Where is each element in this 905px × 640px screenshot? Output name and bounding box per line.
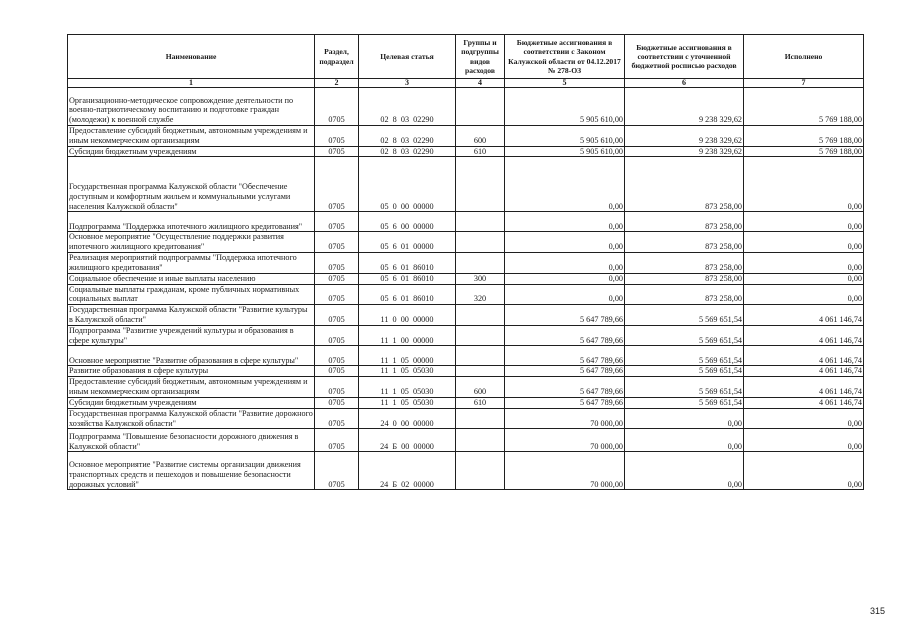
row-refined-amount: 0,00 [625, 429, 744, 452]
table-row [68, 232, 864, 253]
column-number: 4 [456, 79, 505, 88]
table-row [68, 126, 864, 147]
row-group [456, 452, 505, 490]
header-target: Целевая статья [359, 35, 456, 79]
header-law: Бюджетные ассигнования в соответствии с Законом Калужской области от 04.12.2017 № 278-ОЗ [505, 35, 625, 79]
row-target-code: 24 Б 02 00000 [359, 452, 456, 490]
table-row [68, 157, 864, 212]
row-refined-amount: 9 238 329,62 [625, 88, 744, 126]
row-law-amount: 5 905 610,00 [505, 88, 625, 126]
row-refined-amount: 5 569 651,54 [625, 325, 744, 346]
header-section: Раздел, подраздел [315, 35, 359, 79]
row-target-code: 11 1 05 05030 [359, 366, 456, 377]
row-section: 0705 [315, 366, 359, 377]
row-law-amount: 0,00 [505, 273, 625, 284]
row-executed-amount: 4 061 146,74 [744, 305, 864, 326]
row-name: Социальное обеспечение и иные выплаты населению [68, 273, 315, 284]
row-section: 0705 [315, 252, 359, 273]
row-executed-amount: 4 061 146,74 [744, 325, 864, 346]
row-section: 0705 [315, 212, 359, 232]
row-target-code: 11 1 05 05030 [359, 377, 456, 398]
row-name: Предоставление субсидий бюджетным, автономным учреждениям и иным некоммерческим организациям [68, 377, 315, 398]
table-row [68, 452, 864, 490]
budget-table [67, 34, 864, 490]
row-section: 0705 [315, 429, 359, 452]
row-name: Субсидии бюджетным учреждениям [68, 146, 315, 157]
row-law-amount: 5 905 610,00 [505, 146, 625, 157]
header-executed: Исполнено [744, 35, 864, 79]
table-row [68, 366, 864, 377]
row-target-code: 05 6 01 86010 [359, 284, 456, 305]
row-law-amount: 5 647 789,66 [505, 397, 625, 408]
row-target-code: 11 1 00 00000 [359, 325, 456, 346]
row-law-amount: 70 000,00 [505, 452, 625, 490]
table-row [68, 429, 864, 452]
row-executed-amount: 5 769 188,00 [744, 146, 864, 157]
row-law-amount: 5 647 789,66 [505, 325, 625, 346]
row-law-amount: 5 647 789,66 [505, 305, 625, 326]
row-group [456, 252, 505, 273]
row-refined-amount: 873 258,00 [625, 157, 744, 212]
row-section: 0705 [315, 408, 359, 429]
row-executed-amount: 0,00 [744, 252, 864, 273]
row-law-amount: 70 000,00 [505, 408, 625, 429]
row-target-code: 02 8 03 02290 [359, 146, 456, 157]
row-executed-amount: 5 769 188,00 [744, 126, 864, 147]
row-executed-amount: 5 769 188,00 [744, 88, 864, 126]
row-group [456, 408, 505, 429]
row-name: Организационно-методическое сопровождение деятельности по военно-патриотическому воспитанию и подготовке граждан (молодежи) к военной службе [68, 88, 315, 126]
header-refined: Бюджетные ассигнования в соответствии с уточненной бюджетной росписью расходов [625, 35, 744, 79]
column-number: 5 [505, 79, 625, 88]
row-refined-amount: 5 569 651,54 [625, 305, 744, 326]
table-row [68, 325, 864, 346]
row-executed-amount: 0,00 [744, 284, 864, 305]
row-name: Основное мероприятие "Осуществление поддержки развития ипотечного жилищного кредитования" [68, 232, 315, 253]
row-refined-amount: 9 238 329,62 [625, 126, 744, 147]
row-section: 0705 [315, 377, 359, 398]
table-row [68, 273, 864, 284]
row-group: 320 [456, 284, 505, 305]
row-target-code: 02 8 03 02290 [359, 88, 456, 126]
row-target-code: 05 6 01 86010 [359, 252, 456, 273]
row-section: 0705 [315, 273, 359, 284]
column-number: 1 [68, 79, 315, 88]
row-group: 610 [456, 146, 505, 157]
row-target-code: 05 6 01 00000 [359, 232, 456, 253]
row-executed-amount: 0,00 [744, 212, 864, 232]
row-executed-amount: 0,00 [744, 273, 864, 284]
row-name: Подпрограмма "Поддержка ипотечного жилищного кредитования" [68, 212, 315, 232]
row-law-amount: 0,00 [505, 157, 625, 212]
row-target-code: 11 1 05 00000 [359, 346, 456, 366]
header-groups: Группы и подгруппы видов расходов [456, 35, 505, 79]
table-row [68, 212, 864, 232]
column-number-row [68, 79, 864, 88]
row-section: 0705 [315, 88, 359, 126]
row-executed-amount: 4 061 146,74 [744, 366, 864, 377]
row-section: 0705 [315, 397, 359, 408]
row-executed-amount: 0,00 [744, 157, 864, 212]
table-row [68, 377, 864, 398]
row-target-code: 05 6 00 00000 [359, 212, 456, 232]
row-group [456, 305, 505, 326]
row-name: Подпрограмма "Повышение безопасности дорожного движения в Калужской области" [68, 429, 315, 452]
row-refined-amount: 5 569 651,54 [625, 346, 744, 366]
row-group [456, 232, 505, 253]
row-section: 0705 [315, 126, 359, 147]
column-number: 2 [315, 79, 359, 88]
row-name: Государственная программа Калужской области "Развитие культуры в Калужской области" [68, 305, 315, 326]
row-name: Основное мероприятие "Развитие образования в сфере культуры" [68, 346, 315, 366]
row-law-amount: 0,00 [505, 252, 625, 273]
row-name: Предоставление субсидий бюджетным, автономным учреждениям и иным некоммерческим организациям [68, 126, 315, 147]
row-group: 600 [456, 126, 505, 147]
row-target-code: 11 0 00 00000 [359, 305, 456, 326]
row-law-amount: 5 905 610,00 [505, 126, 625, 147]
row-group: 600 [456, 377, 505, 398]
row-name: Субсидии бюджетным учреждениям [68, 397, 315, 408]
row-section: 0705 [315, 157, 359, 212]
table-row [68, 408, 864, 429]
table-row [68, 397, 864, 408]
row-target-code: 24 Б 00 00000 [359, 429, 456, 452]
row-target-code: 05 0 00 00000 [359, 157, 456, 212]
row-group [456, 88, 505, 126]
row-group [456, 346, 505, 366]
row-section: 0705 [315, 452, 359, 490]
row-name: Государственная программа Калужской области "Развитие дорожного хозяйства Калужской области" [69, 408, 313, 428]
row-group: 300 [456, 273, 505, 284]
row-law-amount: 5 647 789,66 [505, 377, 625, 398]
row-section: 0705 [315, 146, 359, 157]
row-refined-amount: 873 258,00 [625, 284, 744, 305]
row-group [456, 325, 505, 346]
header-name: Наименование [68, 35, 315, 79]
row-name: Подпрограмма "Развитие учреждений культуры и образования в сфере культуры" [68, 325, 315, 346]
row-executed-amount: 0,00 [744, 452, 864, 490]
row-section: 0705 [315, 346, 359, 366]
header-row [68, 35, 864, 79]
row-name: Государственная программа Калужской области "Обеспечение доступным и комфортным жильем и коммунальными услугами населения Калужской области" [68, 157, 315, 212]
row-executed-amount: 4 061 146,74 [744, 397, 864, 408]
row-group: 610 [456, 397, 505, 408]
row-name: Реализация мероприятий подпрограммы "Поддержка ипотечного жилищного кредитования" [68, 252, 315, 273]
row-refined-amount: 5 569 651,54 [625, 366, 744, 377]
column-number: 7 [744, 79, 864, 88]
row-name: Развитие образования в сфере культуры [68, 366, 315, 377]
column-number: 3 [359, 79, 456, 88]
table-row [68, 252, 864, 273]
row-group [456, 429, 505, 452]
table-row [68, 305, 864, 326]
row-target-code: 05 6 01 86010 [359, 273, 456, 284]
row-group [456, 212, 505, 232]
row-refined-amount: 5 569 651,54 [625, 397, 744, 408]
row-section: 0705 [315, 232, 359, 253]
row-law-amount: 0,00 [505, 232, 625, 253]
row-refined-amount: 9 238 329,62 [625, 146, 744, 157]
row-refined-amount: 5 569 651,54 [625, 377, 744, 398]
row-refined-amount: 873 258,00 [625, 232, 744, 253]
row-law-amount: 5 647 789,66 [505, 366, 625, 377]
row-group [456, 366, 505, 377]
row-law-amount: 70 000,00 [505, 429, 625, 452]
row-law-amount: 5 647 789,66 [505, 346, 625, 366]
column-number: 6 [625, 79, 744, 88]
table-row [68, 88, 864, 126]
table-row [68, 284, 864, 305]
row-law-amount: 0,00 [505, 284, 625, 305]
row-target-code: 24 0 00 00000 [359, 408, 456, 429]
row-executed-amount: 0,00 [744, 429, 864, 452]
row-refined-amount: 873 258,00 [625, 212, 744, 232]
row-target-code: 11 1 05 05030 [359, 397, 456, 408]
row-refined-amount: 873 258,00 [625, 273, 744, 284]
table-row [68, 146, 864, 157]
row-name: Социальные выплаты гражданам, кроме публичных нормативных социальных выплат [68, 284, 315, 305]
row-section: 0705 [315, 325, 359, 346]
page-number: 315 [869, 606, 885, 616]
row-section: 0705 [315, 305, 359, 326]
row-group [456, 157, 505, 212]
row-target-code: 02 8 03 02290 [359, 126, 456, 147]
row-law-amount: 0,00 [505, 212, 625, 232]
row-refined-amount: 873 258,00 [625, 252, 744, 273]
row-name: Основное мероприятие "Развитие системы организации движения транспортных средств и пешеходов и повышение безопасности дорожных условий" [68, 452, 315, 490]
row-executed-amount: 4 061 146,74 [744, 377, 864, 398]
row-refined-amount: 0,00 [625, 452, 744, 490]
table-row [68, 346, 864, 366]
row-section: 0705 [315, 284, 359, 305]
row-executed-amount: 0,00 [744, 408, 864, 429]
row-executed-amount: 4 061 146,74 [744, 346, 864, 366]
row-executed-amount: 0,00 [744, 232, 864, 253]
row-refined-amount: 0,00 [625, 408, 744, 429]
